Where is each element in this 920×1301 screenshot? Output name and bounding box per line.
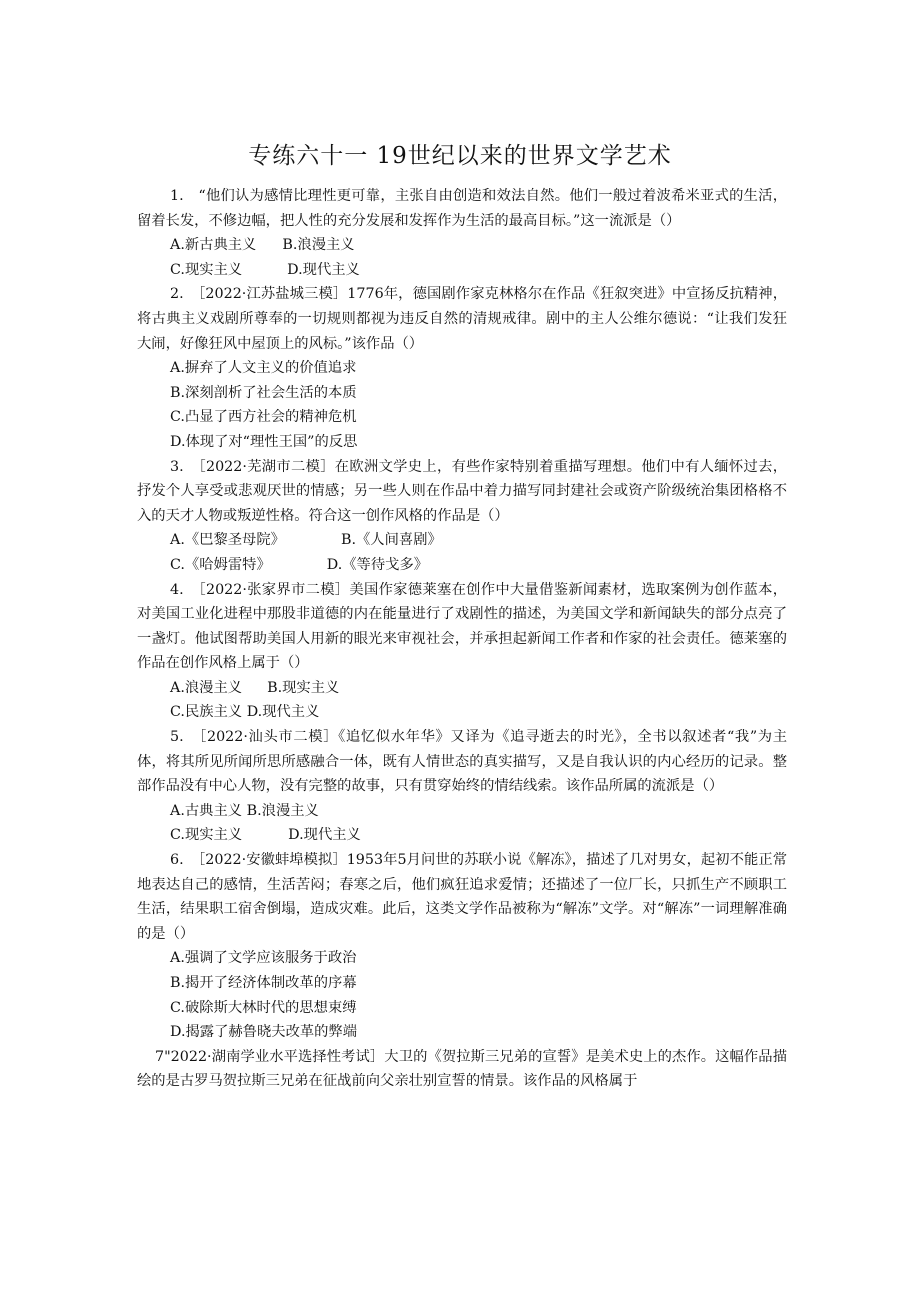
option-a: A.《巴黎圣母院》: [170, 532, 285, 549]
question-3-options-row-2: [137, 553, 787, 578]
question-2-stem: 2. ［2022·江苏盐城三模］1776年，德国剧作家克林格尔在作品《狂叙突进》中宣扬反抗精神，将古典主义戏剧所尊奉的一切规则都视为违反自然的清规戒律。剧中的主人公维尔德说：“让我们发狂大闹，好像狂风中屋顶上的风标。”该作品（）: [137, 286, 787, 352]
question-1-options-row-1: [137, 233, 787, 258]
question-5-options-row-2: [137, 823, 787, 848]
option-c: C.凸显了西方社会的精神危机: [170, 409, 357, 426]
option-a: A.浪漫主义: [170, 679, 243, 696]
option-d: D.体现了对“理性王国”的反思: [170, 433, 358, 450]
question-3-options-row-1: [137, 528, 787, 553]
question-4-stem: 4. ［2022·张家界市二模］美国作家德莱塞在创作中大量借鉴新闻素材，选取案例为创作蓝本，对美国工业化进程中那股非道德的内在能量进行了戏剧性的描述，为美国文学和新闻缺失的部分点亮了一盏灯。他试图帮助美国人用新的眼光来审视社会，并承担起新闻工作者和作家的社会责任。德莱塞的作品在创作风格上属于（）: [137, 581, 787, 672]
question-1-options-row-2: [137, 258, 787, 283]
option-c: C.现实主义: [170, 827, 243, 844]
option-c: C.破除斯大林时代的思想束缚: [170, 999, 357, 1016]
question-4-options-row-1: [137, 676, 787, 701]
option-b: B.现实主义: [267, 679, 340, 696]
option-c: C.现实主义: [170, 261, 243, 278]
option-b: B.揭开了经济体制改革的序幕: [170, 975, 357, 991]
question-5-options-row-1: A.古典主义 B.浪漫主义: [170, 802, 319, 819]
question-6-stem: 6. ［2022·安徽蚌埠模拟］1953年5月问世的苏联小说《解冻》，描述了几对男女，起初不能正常地表达自己的感情，生活苦闷；春寒之后，他们疯狂追求爱情；还描述了一位厂长，只抓生产不顾职工生活，结果职工宿舍倒塌，造成灾难。此后，这类文学作品被称为“解冻”文学。对“解冻”一词理解准确的是（）: [137, 852, 787, 942]
page-title: 专练六十一 19世纪以来的世界文学艺术: [248, 143, 672, 169]
option-a: A.强调了文学应该服务于政治: [170, 950, 357, 967]
option-d: D.《等待戈多》: [326, 556, 429, 573]
question-4-options-row-2: C.民族主义 D.现代主义: [170, 704, 320, 721]
question-5-stem: 5. ［2022·汕头市二模］《追忆似水年华》又译为《追寻逝去的时光》，全书以叙述者“我”为主体，将其所见所闻所思所感融合一体，既有人情世态的真实描写，又是自我认识的内心经历的记录。整部作品没有中心人物，没有完整的故事，只有贯穿始终的情结线索。该作品所属的流派是（）: [137, 729, 787, 795]
option-c: C.《哈姆雷特》: [170, 556, 271, 573]
question-1-stem: 1. “他们认为感情比理性更可靠，主张自由创造和效法自然。他们一般过着波希米亚式的生活，留着长发，不修边幅，把人性的充分发展和发挥作为生活的最高目标。”这一流派是（）: [137, 188, 787, 229]
option-a: A.摒弃了人文主义的价值追求: [170, 360, 357, 377]
question-list: [137, 184, 787, 1094]
option-d: D.现代主义: [288, 827, 361, 844]
question-7-stem: 7"2022·湖南学业水平选择性考试］大卫的《贺拉斯三兄弟的宣誓》是美术史上的杰作。这幅作品描绘的是古罗马贺拉斯三兄弟在征战前向父亲壮别宣誓的情景。该作品的风格属于: [137, 1048, 787, 1090]
option-a: A.新古典主义: [170, 237, 257, 254]
question-3-stem: 3. ［2022·芜湖市二模］在欧洲文学史上，有些作家特别着重描写理想。他们中有人缅怀过去，抒发个人享受或悲观厌世的情感；另一些人则在作品中着力描写同封建社会或资产阶级统治集团格格不入的天才人物或叛逆性格。符合这一创作风格的作品是（）: [137, 458, 787, 524]
option-b: B.《人间喜剧》: [340, 532, 442, 549]
option-d: D.现代主义: [287, 261, 360, 278]
option-b: B.深刻剖析了社会生活的本质: [170, 384, 357, 401]
option-b: B.浪漫主义: [282, 237, 355, 254]
option-d: D.揭露了赫鲁晓夫改革的弊端: [170, 1024, 358, 1041]
